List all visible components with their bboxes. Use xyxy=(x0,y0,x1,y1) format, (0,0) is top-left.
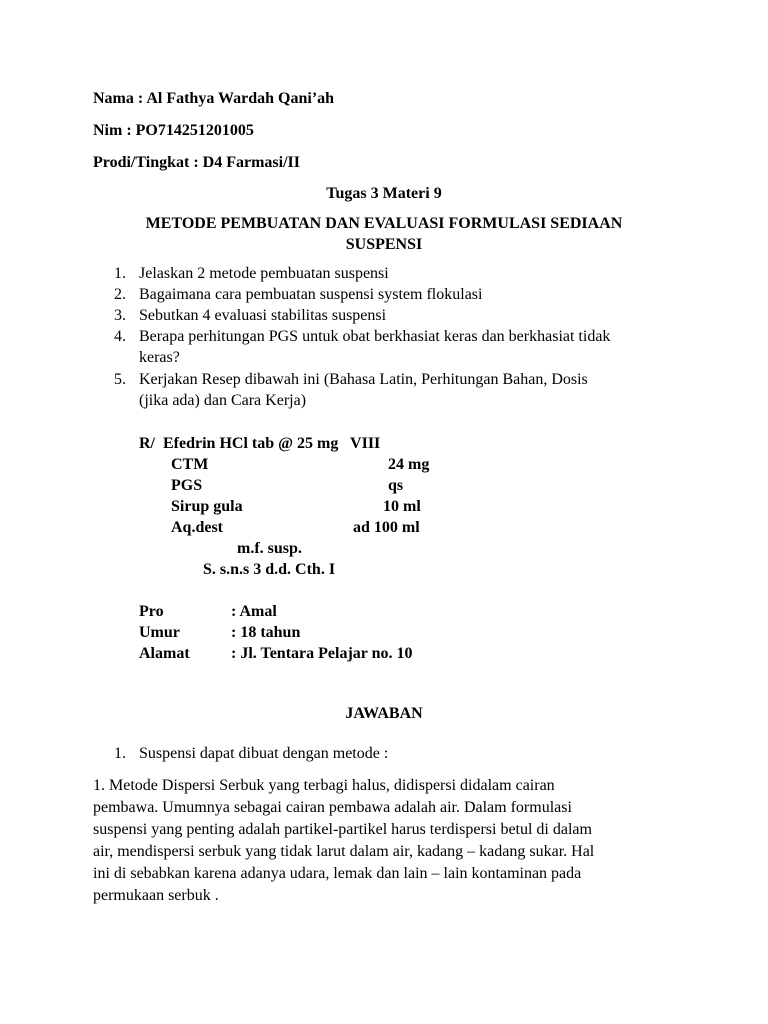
prescription-signa: S. s.n.s 3 d.d. Cth. I xyxy=(203,561,336,578)
answer-item xyxy=(0,743,768,764)
answer-line: pembawa. Umumnya sebagai cairan pembawa adalah air. Dalam formulasi xyxy=(93,799,572,816)
question-text: Kerjakan Resep dibawah ini (Bahasa Latin, Perhitungan Bahan, Dosis xyxy=(139,371,588,388)
question-item xyxy=(0,305,768,326)
student-prodi: Prodi/Tingkat : D4 Farmasi/II xyxy=(93,154,300,171)
answer-intro: Suspensi dapat dibuat dengan metode : xyxy=(139,745,389,762)
patient-value: : Jl. Tentara Pelajar no. 10 xyxy=(231,645,413,662)
topic-title-line1: METODE PEMBUATAN DAN EVALUASI FORMULASI SEDIAAN xyxy=(145,215,623,232)
ingredient-amount: qs xyxy=(388,477,404,494)
answer-line: permukaan serbuk . xyxy=(93,887,219,904)
prescription-mf: m.f. susp. xyxy=(237,540,302,557)
question-text: Sebutkan 4 evaluasi stabilitas suspensi xyxy=(139,307,387,324)
question-number: 2. xyxy=(114,286,126,303)
question-number: 3. xyxy=(114,307,126,324)
answer-line: ini di sebabkan karena adanya udara, lemak dan lain – lain kontaminan pada xyxy=(93,865,582,882)
ingredient-name: PGS xyxy=(171,477,203,494)
ingredient-name: Sirup gula xyxy=(171,498,243,515)
answer-heading: JAWABAN xyxy=(345,705,423,722)
question-item xyxy=(0,369,768,411)
ingredient-name: Aq.dest xyxy=(171,519,224,536)
ingredient-amount: 24 mg xyxy=(388,456,430,473)
assignment-title: Tugas 3 Materi 9 xyxy=(326,185,442,202)
question-text: Jelaskan 2 metode pembuatan suspensi xyxy=(139,265,389,282)
student-name: Nama : Al Fathya Wardah Qani’ah xyxy=(93,90,335,107)
patient-label: Alamat xyxy=(139,645,190,662)
question-number: 5. xyxy=(114,371,126,388)
question-number: 1. xyxy=(114,265,126,282)
ingredient-name: CTM xyxy=(171,456,209,473)
question-item xyxy=(0,326,768,368)
prescription-first-line: R/ Efedrin HCl tab @ 25 mg VIII xyxy=(139,435,381,452)
ingredient-amount: ad 100 ml xyxy=(353,519,420,536)
patient-label: Umur xyxy=(139,624,180,641)
answer-line: 1. Metode Dispersi Serbuk yang terbagi halus, didispersi didalam cairan xyxy=(93,777,555,794)
topic-title-line2: SUSPENSI xyxy=(345,236,423,253)
patient-value: : Amal xyxy=(231,603,277,620)
patient-label: Pro xyxy=(139,603,164,620)
answer-line: suspensi yang penting adalah partikel-partikel harus terdispersi betul di dalam xyxy=(93,821,592,838)
question-text: Berapa perhitungan PGS untuk obat berkhasiat keras dan berkhasiat tidak xyxy=(139,328,611,345)
question-text-continued: (jika ada) dan Cara Kerja) xyxy=(139,392,307,409)
student-nim: Nim : PO714251201005 xyxy=(93,122,254,139)
question-item xyxy=(0,263,768,284)
question-text: Bagaimana cara pembuatan suspensi system flokulasi xyxy=(139,286,483,303)
ingredient-amount: 10 ml xyxy=(383,498,421,515)
answer-number: 1. xyxy=(114,745,126,762)
question-text-continued: keras? xyxy=(139,349,180,366)
question-item xyxy=(0,284,768,305)
patient-value: : 18 tahun xyxy=(231,624,301,641)
answer-line: air, mendispersi serbuk yang tidak larut dalam air, kadang – kadang sukar. Hal xyxy=(93,843,595,860)
question-number: 4. xyxy=(114,328,126,345)
